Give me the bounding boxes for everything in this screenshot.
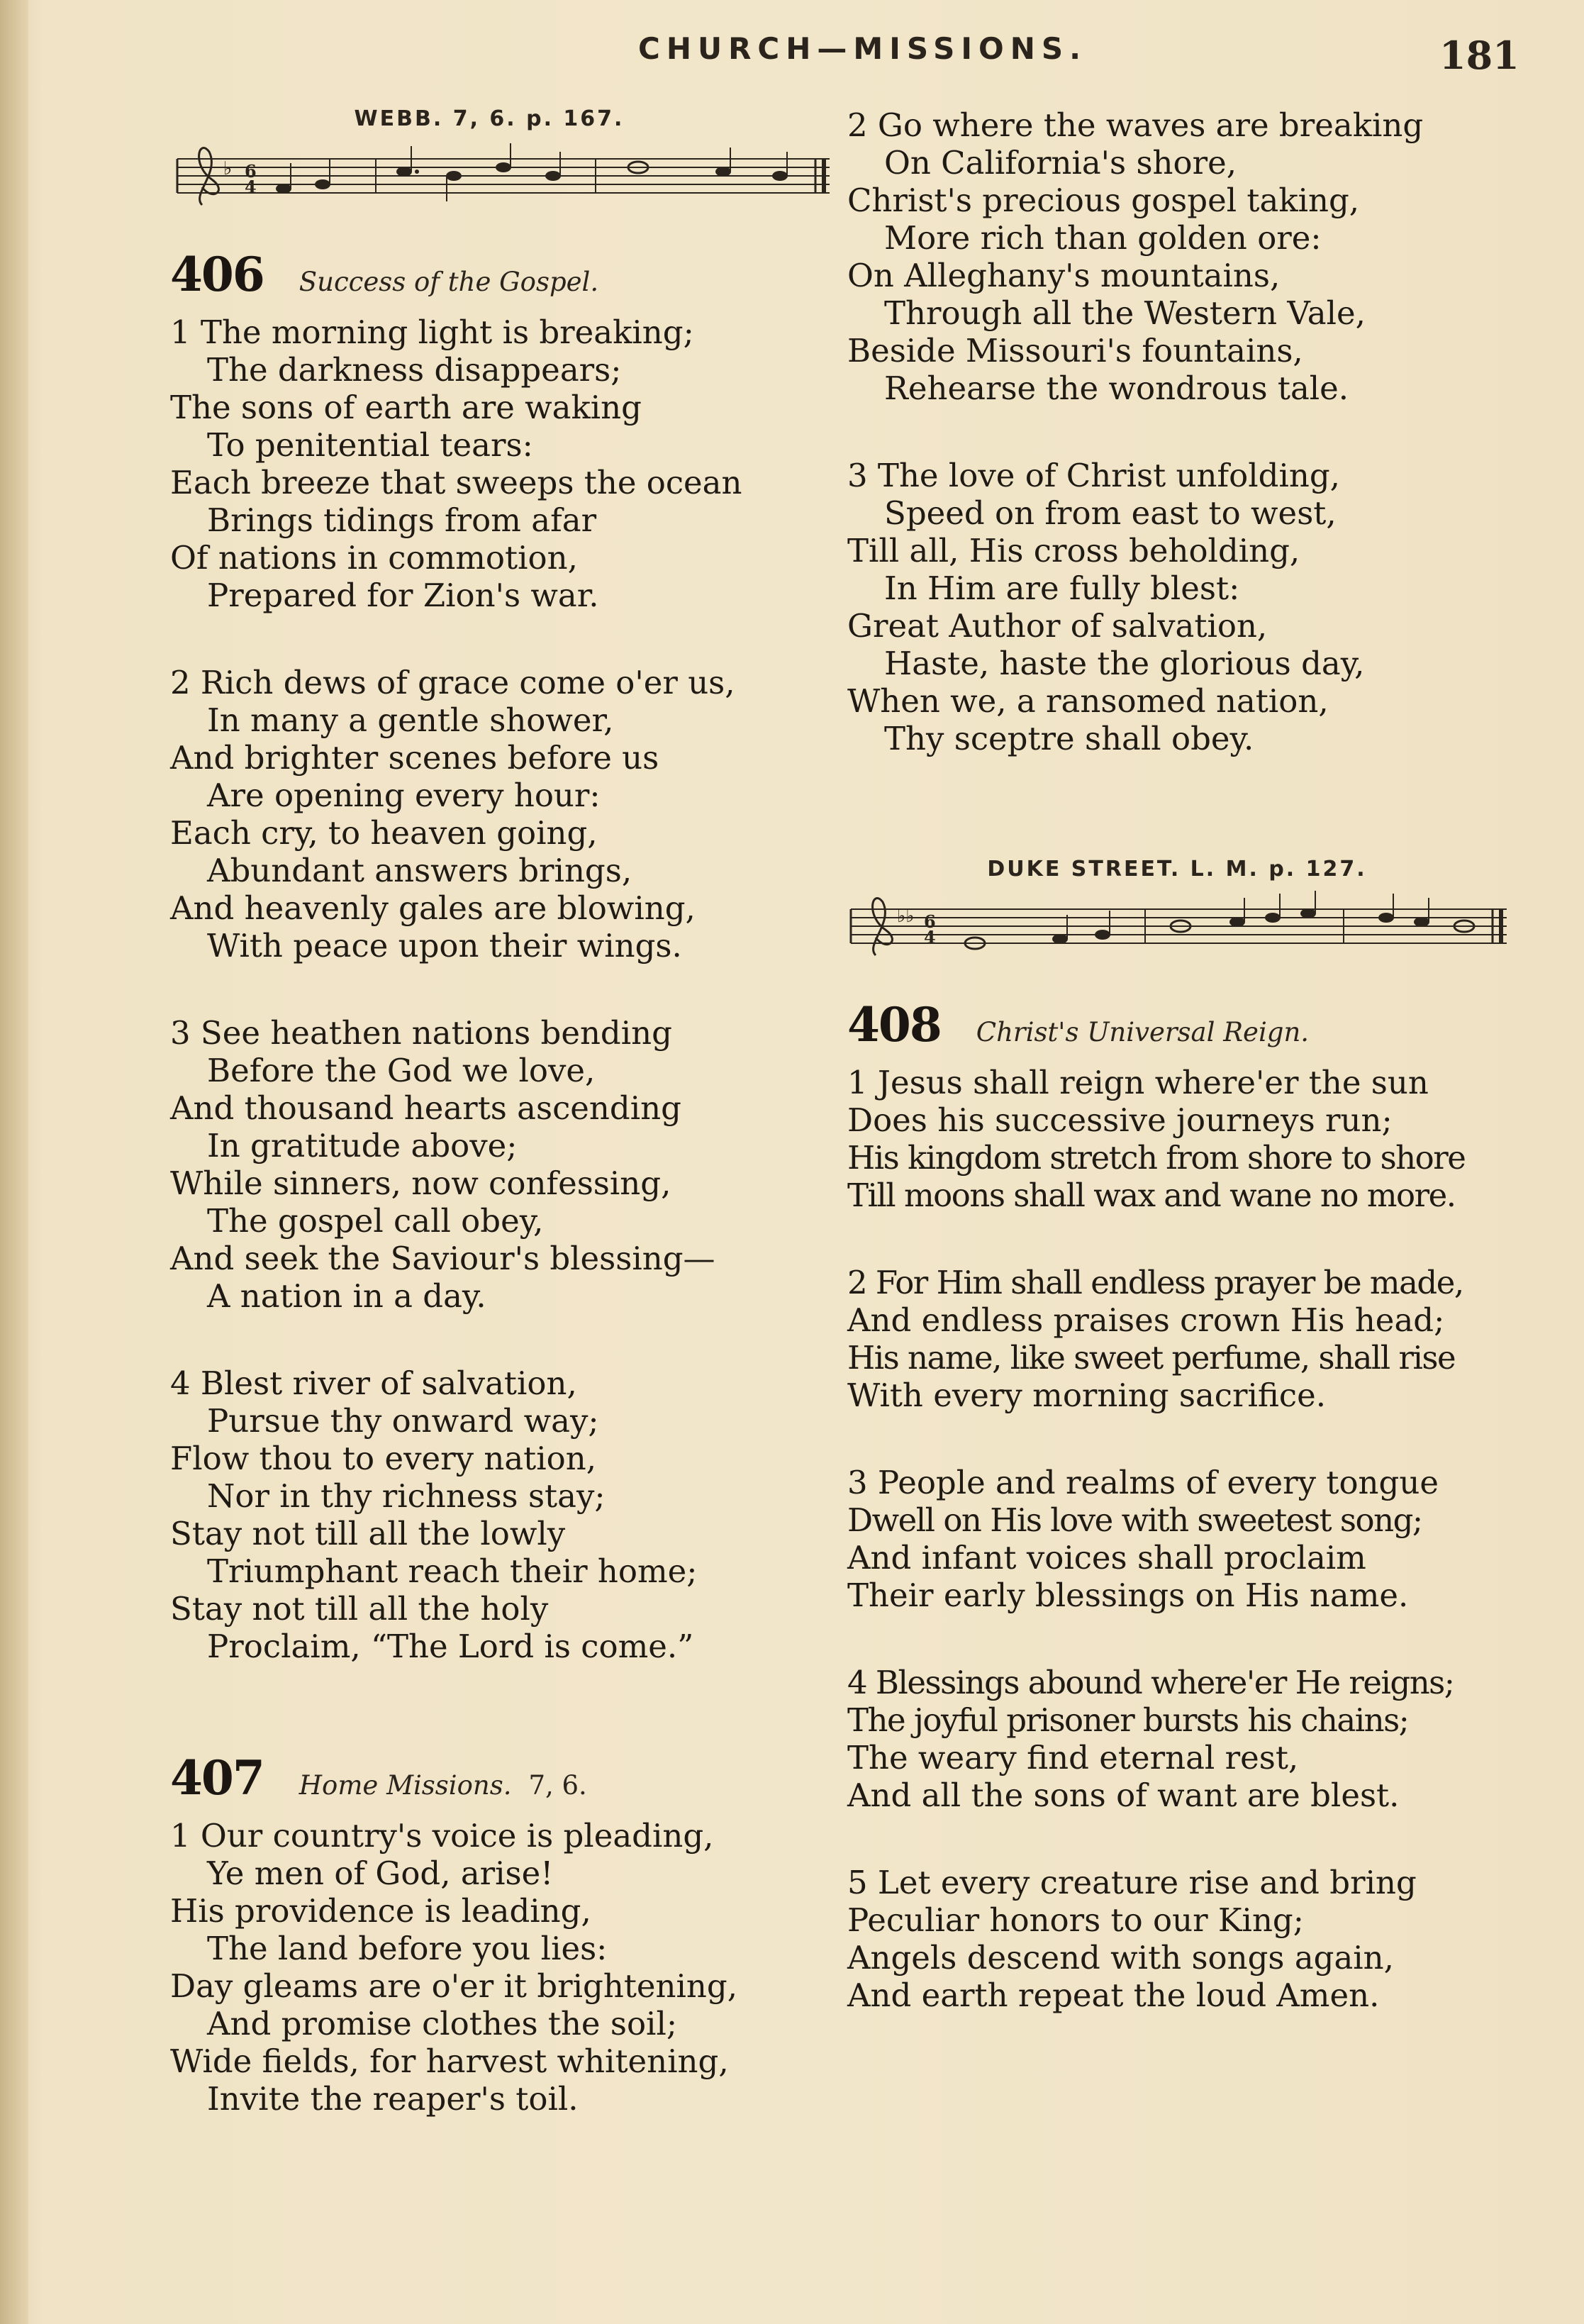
verse-line: 2 For Him shall endless prayer be made, [847,1264,1463,1301]
right-column [847,106,1507,2014]
hymn-407-verse-3 [847,457,1507,757]
page-number: 181 [1439,33,1519,78]
verse-line: Abundant answers brings, [207,852,632,889]
verse-line: Dwell on His love with sweetest song; [847,1501,1422,1539]
hymn-title: Success of the Gospel. [299,267,599,297]
verse-line: Invite the reaper's toil. [207,2080,579,2118]
verse-line: 3 People and realms of every tongue [847,1464,1439,1501]
verse-line: Till moons shall wax and wane no more. [847,1177,1456,1214]
verse-line: The sons of earth are waking [170,389,642,426]
verse-line: On Alleghany's mountains, [847,257,1281,294]
verse-line: And all the sons of want are blest. [847,1777,1400,1814]
verse-line: More rich than golden ore: [884,219,1322,257]
hymn-407-verse-1 [170,1817,808,2118]
hymn-meter: 7, 6. [528,1770,587,1801]
verse-line: Their early blessings on His name. [847,1577,1409,1614]
hymn-408-verse-3 [847,1464,1507,1614]
verse-line: On California's shore, [884,144,1237,182]
hymn-408-heading [847,997,1507,1052]
tune-label-webb: WEBB. 7, 6. p. 167. [354,106,625,131]
verse-line: The darkness disappears; [207,351,622,389]
verse-line: Christ's precious gospel taking, [847,182,1360,219]
verse-line: Flow thou to every nation, [170,1440,597,1477]
svg-text:6: 6 [245,161,257,182]
verse-line: To penitential tears: [207,426,533,464]
verse-line: 3 See heathen nations bending [170,1014,672,1052]
hymn-407-heading [170,1750,808,1806]
verse-line: Peculiar honors to our King; [847,1901,1304,1939]
verse-line: 1 Our country's voice is pleading, [170,1817,714,1855]
verse-line: Triumphant reach their home; [207,1552,698,1590]
verse-line: Stay not till all the lowly [170,1515,566,1552]
hymn-408-verse-5 [847,1864,1507,2014]
verse-line: Beside Missouri's fountains, [847,332,1303,369]
verse-line: Before the God we love, [207,1052,596,1089]
verse-line: 4 Blessings abound where'er He reigns; [847,1664,1454,1701]
hymn-406-verse-4 [170,1364,808,1665]
svg-text:6: 6 [924,911,936,932]
verse-line: With every morning sacrifice. [847,1377,1327,1414]
hymn-title-text: Home Missions. [299,1770,512,1801]
hymn-406-verse-3 [170,1014,808,1315]
svg-text:4: 4 [245,177,257,197]
verse-line: Speed on from east to west, [884,494,1337,532]
verse-line: The land before you lies: [207,1930,608,1967]
verse-line: His name, like sweet perfume, shall rise [847,1339,1456,1377]
svg-text:4: 4 [924,927,936,947]
verse-line: And seek the Saviour's blessing— [170,1240,715,1277]
verse-line: And endless praises crown His head; [847,1301,1445,1339]
verse-line: Through all the Western Vale, [884,294,1366,332]
verse-line: Till all, His cross beholding, [847,532,1300,569]
hymn-number: 407 [170,1750,264,1806]
verse-line: Day gleams are o'er it brightening, [170,1967,738,2005]
hymn-408-verse-2 [847,1264,1507,1414]
verse-line: And thousand hearts ascending [170,1089,681,1127]
verse-line: And earth repeat the loud Amen. [847,1976,1380,2014]
verse-line: In Him are fully blest: [884,569,1240,607]
hymn-number: 408 [847,997,941,1052]
verse-line: In gratitude above; [207,1127,518,1164]
verse-line: Prepared for Zion's war. [207,577,599,614]
music-staff-webb [170,138,830,223]
verse-line: Are opening every hour: [207,777,601,814]
verse-line: 1 Jesus shall reign where'er the sun [847,1064,1429,1101]
hymn-406-verse-2 [170,664,808,964]
hymn-408-verse-1 [847,1064,1507,1214]
verse-line: Brings tidings from afar [207,501,597,539]
hymn-408-verse-4 [847,1664,1507,1814]
music-staff-duke-street [847,888,1507,973]
svg-text:♭: ♭ [223,158,233,179]
verse-line: While sinners, now confessing, [170,1164,671,1202]
verse-line: Rehearse the wondrous tale. [884,369,1349,407]
verse-line: His kingdom stretch from shore to shore [847,1139,1466,1177]
verse-line: A nation in a day. [207,1277,486,1315]
verse-line: Does his successive journeys run; [847,1101,1393,1139]
verse-line: The weary find eternal rest, [847,1739,1299,1777]
verse-line: And infant voices shall proclaim [847,1539,1366,1577]
verse-line: Each breeze that sweeps the ocean [170,464,742,501]
verse-line: 5 Let every creature rise and bring [847,1864,1417,1901]
svg-text:♭♭: ♭♭ [897,906,915,927]
verse-line: With peace upon their wings. [207,927,682,964]
verse-line: 2 Go where the waves are breaking [847,106,1424,144]
verse-line: Thy sceptre shall obey. [884,720,1254,757]
verse-line: Each cry, to heaven going, [170,814,598,852]
verse-line: Stay not till all the holy [170,1590,549,1628]
running-header: CHURCH—MISSIONS. [638,31,1088,66]
hymn-407-verse-2 [847,106,1507,407]
hymn-number: 406 [170,247,264,302]
verse-line: In many a gentle shower, [207,701,614,739]
verse-line: Of nations in commotion, [170,539,578,577]
verse-line: 3 The love of Christ unfolding, [847,457,1340,494]
book-spine-shadow [0,0,28,2324]
verse-line: Haste, haste the glorious day, [884,645,1365,682]
verse-line: Great Author of salvation, [847,607,1268,645]
verse-line: Angels descend with songs again, [847,1939,1394,1976]
verse-line: 4 Blest river of salvation, [170,1364,577,1402]
hymn-title [299,1770,587,1801]
hymn-406-heading [170,247,808,302]
verse-line: Pursue thy onward way; [207,1402,599,1440]
verse-line: Nor in thy richness stay; [207,1477,606,1515]
verse-line: 2 Rich dews of grace come o'er us, [170,664,735,701]
left-column [170,106,808,2118]
verse-line: When we, a ransomed nation, [847,682,1329,720]
verse-line: Wide fields, for harvest whitening, [170,2042,729,2080]
verse-line: And brighter scenes before us [170,739,659,777]
verse-line: The joyful prisoner bursts his chains; [847,1701,1409,1739]
verse-line: Ye men of God, arise! [207,1855,554,1892]
verse-line: The gospel call obey, [207,1202,544,1240]
tune-label-duke-street: DUKE STREET. L. M. p. 127. [987,857,1367,882]
hymn-406-verse-1 [170,313,808,614]
verse-line: His providence is leading, [170,1892,591,1930]
verse-line: 1 The morning light is breaking; [170,313,694,351]
verse-line: And promise clothes the soil; [207,2005,678,2042]
verse-line: Proclaim, “The Lord is come.” [207,1628,694,1665]
hymn-title: Christ's Universal Reign. [976,1017,1310,1047]
verse-line: And heavenly gales are blowing, [170,889,696,927]
